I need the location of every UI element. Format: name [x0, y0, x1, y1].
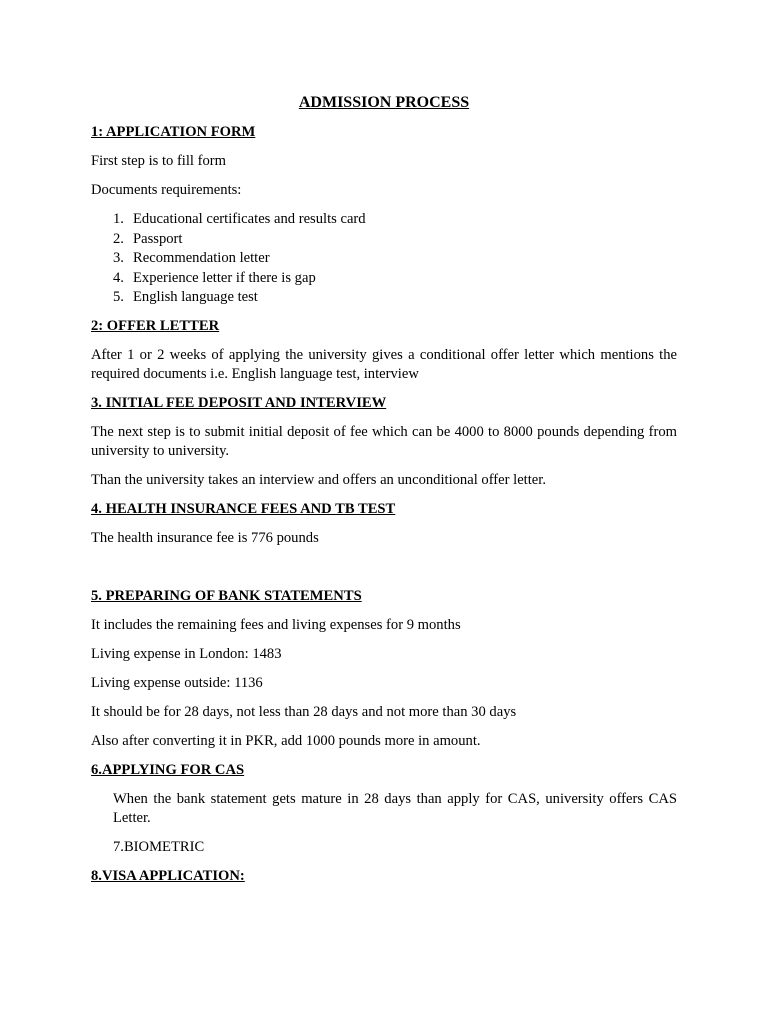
list-item	[91, 230, 677, 250]
paragraph-statement-duration: It should be for 28 days, not less than 28 days and not more than 30 days	[91, 703, 517, 720]
list-item-number: 1.	[113, 211, 124, 227]
list-item-text: Experience letter if there is gap	[133, 269, 316, 286]
list-item-number: 2.	[113, 230, 124, 247]
paragraph-remaining-fees: It includes the remaining fees and living expenses for 9 months	[91, 616, 461, 633]
paragraph-fill-form: First step is to fill form	[91, 153, 226, 169]
section-heading-initial-fee-deposit: 3. INITIAL FEE DEPOSIT AND INTERVIEW	[91, 394, 387, 411]
paragraph-biometric: 7.BIOMETRIC	[113, 838, 205, 855]
paragraph-cas-letter: When the bank statement gets mature in 28 days than apply for CAS, university offers CAS Letter.	[113, 790, 677, 826]
list-item-number: 3.	[113, 250, 124, 266]
section-heading-bank-statements: 5. PREPARING OF BANK STATEMENTS	[91, 587, 362, 604]
section-heading-application-form: 1: APPLICATION FORM	[91, 124, 256, 140]
document-content	[91, 92, 677, 896]
list-item-text: Educational certificates and results card	[133, 211, 366, 227]
paragraph-initial-deposit: The next step is to submit initial deposit of fee which can be 4000 to 8000 pounds depending from university to university.	[91, 423, 677, 459]
section-heading-visa-application: 8.VISA APPLICATION:	[91, 867, 245, 884]
paragraph-living-expense-london: Living expense in London: 1483	[91, 645, 282, 662]
list-item-number: 5.	[113, 289, 124, 305]
list-item-number: 4.	[113, 269, 124, 286]
paragraph-pkr-conversion: Also after converting it in PKR, add 1000 pounds more in amount.	[91, 732, 481, 749]
list-item	[91, 249, 677, 269]
paragraph-health-insurance-fee: The health insurance fee is 776 pounds	[91, 529, 319, 546]
list-item-text: Passport	[133, 230, 183, 247]
section-heading-applying-for-cas: 6.APPLYING FOR CAS	[91, 761, 245, 778]
paragraph-offer-letter: After 1 or 2 weeks of applying the university gives a conditional offer letter which mentions the required documents i.e. English language test, interview	[91, 346, 677, 382]
documents-list	[91, 210, 677, 308]
section-heading-health-insurance: 4. HEALTH INSURANCE FEES AND TB TEST	[91, 500, 396, 517]
list-item-text: English language test	[133, 289, 258, 305]
blank-line	[91, 558, 677, 587]
paragraph-living-expense-outside: Living expense outside: 1136	[91, 674, 263, 691]
list-item	[91, 210, 677, 230]
page-title: ADMISSION PROCESS	[298, 94, 470, 111]
list-item	[91, 269, 677, 289]
section-heading-offer-letter: 2: OFFER LETTER	[91, 317, 220, 334]
paragraph-documents-requirements: Documents requirements:	[91, 182, 242, 198]
list-item-text: Recommendation letter	[133, 250, 270, 266]
paragraph-interview: Than the university takes an interview and offers an unconditional offer letter.	[91, 471, 546, 488]
list-item	[91, 288, 677, 308]
